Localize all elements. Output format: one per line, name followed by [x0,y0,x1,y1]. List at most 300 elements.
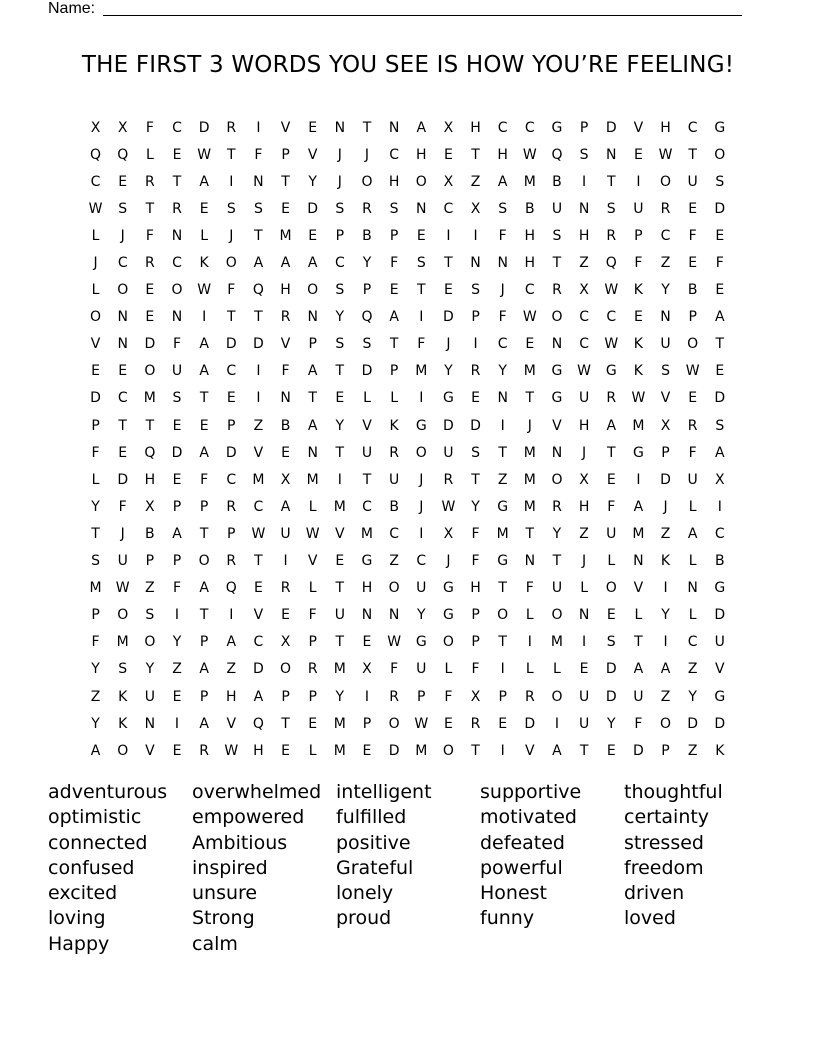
grid-letter[interactable]: T [226,309,236,326]
grid-letter[interactable]: T [525,525,535,542]
grid-letter[interactable]: Y [172,634,182,651]
grid-letter[interactable]: Q [551,146,563,163]
grid-letter[interactable]: L [634,607,643,624]
grid-letter[interactable]: X [145,498,155,515]
grid-letter[interactable]: Y [145,661,155,678]
grid-letter[interactable]: T [254,227,263,244]
grid-letter[interactable]: H [524,255,536,272]
grid-letter[interactable]: E [145,309,155,326]
grid-letter[interactable]: M [523,444,536,461]
grid-letter[interactable]: E [281,200,290,217]
grid-letter[interactable]: X [362,661,372,678]
grid-letter[interactable]: A [199,715,209,732]
grid-letter[interactable]: R [524,688,535,705]
grid-letter[interactable]: T [552,553,562,570]
grid-letter[interactable]: A [199,336,209,353]
grid-letter[interactable]: C [416,553,427,570]
grid-letter[interactable]: D [225,444,237,461]
grid-letter[interactable]: B [389,498,399,515]
grid-letter[interactable]: E [443,715,453,732]
grid-letter[interactable]: E [145,282,155,299]
grid-letter[interactable]: N [144,715,156,732]
grid-letter[interactable]: M [496,525,509,542]
grid-letter[interactable]: R [172,200,182,217]
grid-letter[interactable]: V [525,742,535,759]
grid-letter[interactable]: I [554,715,560,732]
grid-letter[interactable]: Y [91,498,100,515]
grid-letter[interactable]: O [551,309,563,326]
grid-letter[interactable]: U [117,553,128,570]
grid-letter[interactable]: F [145,119,154,136]
grid-letter[interactable]: E [199,417,209,434]
grid-letter[interactable]: R [552,498,562,515]
grid-letter[interactable]: P [471,309,480,326]
grid-letter[interactable]: N [551,444,563,461]
grid-letter[interactable]: X [443,173,454,190]
grid-letter[interactable]: C [579,309,589,326]
grid-letter[interactable]: I [283,553,288,570]
grid-letter[interactable]: Q [361,309,373,326]
grid-letter[interactable]: R [199,742,209,759]
grid-letter[interactable]: H [524,227,536,244]
grid-letter[interactable]: T [389,336,399,353]
grid-letter[interactable]: E [172,742,182,759]
grid-letter[interactable]: L [688,553,697,570]
grid-letter[interactable]: G [497,553,509,570]
grid-letter[interactable]: W [197,282,212,299]
grid-letter[interactable]: E [172,471,182,488]
grid-letter[interactable]: S [118,200,128,217]
grid-letter[interactable]: A [199,661,209,678]
grid-letter[interactable]: D [90,390,101,407]
grid-letter[interactable]: U [578,688,590,705]
grid-letter[interactable]: V [335,525,345,542]
grid-letter[interactable]: O [605,580,617,597]
grid-letter[interactable]: Y [362,255,372,272]
name-underline[interactable] [103,15,742,16]
grid-letter[interactable]: U [280,525,291,542]
grid-letter[interactable]: F [227,282,236,299]
grid-letter[interactable]: V [253,444,264,461]
grid-letter[interactable]: L [553,661,561,678]
grid-letter[interactable]: Q [144,444,156,461]
grid-letter[interactable]: P [661,444,670,461]
grid-letter[interactable]: X [280,634,291,651]
grid-letter[interactable]: M [632,417,645,434]
grid-letter[interactable]: K [389,417,399,434]
grid-letter[interactable]: F [91,444,100,461]
grid-letter[interactable]: R [389,688,399,705]
grid-letter[interactable]: C [497,119,508,136]
grid-letter[interactable]: U [660,336,671,353]
grid-letter[interactable]: E [606,742,616,759]
grid-letter[interactable]: I [500,417,505,434]
grid-letter[interactable]: I [473,227,478,244]
grid-letter[interactable]: W [88,200,103,217]
grid-letter[interactable]: M [306,471,319,488]
grid-letter[interactable]: F [471,661,480,678]
grid-letter[interactable]: A [253,688,264,705]
grid-letter[interactable]: N [334,119,346,136]
grid-letter[interactable]: T [281,173,290,190]
grid-letter[interactable]: D [388,742,400,759]
grid-letter[interactable]: E [172,688,182,705]
grid-letter[interactable]: G [415,417,427,434]
grid-letter[interactable]: H [388,173,400,190]
grid-letter[interactable]: F [254,146,263,163]
grid-letter[interactable]: F [308,607,317,624]
grid-letter[interactable]: I [256,390,261,407]
grid-letter[interactable]: E [715,363,725,380]
grid-letter[interactable]: H [226,688,237,705]
grid-letter[interactable]: V [307,553,318,570]
grid-letter[interactable]: L [580,580,588,597]
grid-letter[interactable]: C [90,173,101,190]
grid-letter[interactable]: P [199,498,209,515]
grid-letter[interactable]: U [551,200,563,217]
grid-letter[interactable]: T [226,146,236,163]
grid-letter[interactable]: O [117,282,129,299]
grid-letter[interactable]: A [497,173,508,190]
grid-letter[interactable]: H [578,417,590,434]
grid-letter[interactable]: R [144,255,155,272]
grid-letter[interactable]: E [118,173,128,190]
grid-letter[interactable]: A [172,525,182,542]
grid-letter[interactable]: Z [389,553,399,570]
grid-letter[interactable]: Q [117,146,129,163]
grid-letter[interactable]: E [715,227,725,244]
grid-letter[interactable]: E [308,227,318,244]
grid-letter[interactable]: P [471,607,480,624]
grid-letter[interactable]: Y [335,309,345,326]
grid-letter[interactable]: A [307,255,318,272]
grid-letter[interactable]: S [471,444,480,461]
grid-letter[interactable]: Y [688,688,697,705]
grid-letter[interactable]: P [172,553,182,570]
grid-letter[interactable]: D [443,417,454,434]
grid-letter[interactable]: A [199,580,209,597]
grid-letter[interactable]: D [470,417,481,434]
grid-letter[interactable]: Z [253,417,264,434]
grid-letter[interactable]: P [308,634,317,651]
grid-letter[interactable]: C [714,525,725,542]
grid-letter[interactable]: X [715,471,725,488]
grid-letter[interactable]: O [117,742,129,759]
grid-letter[interactable]: J [446,553,451,570]
grid-letter[interactable]: Z [470,173,481,190]
grid-letter[interactable]: T [471,742,480,759]
grid-letter[interactable]: T [498,444,507,461]
grid-letter[interactable]: N [660,309,671,326]
grid-letter[interactable]: P [362,715,372,732]
grid-letter[interactable]: R [470,363,481,380]
grid-letter[interactable]: O [551,471,563,488]
grid-letter[interactable]: V [307,146,318,163]
grid-letter[interactable]: W [224,742,239,759]
grid-letter[interactable]: S [145,607,155,624]
grid-letter[interactable]: Z [660,525,671,542]
grid-letter[interactable]: Z [226,661,237,678]
grid-letter[interactable]: I [256,119,261,136]
grid-letter[interactable]: F [607,498,616,515]
grid-letter[interactable]: A [633,498,644,515]
grid-letter[interactable]: O [551,607,563,624]
grid-letter[interactable]: D [225,336,237,353]
grid-letter[interactable]: Q [252,715,264,732]
grid-letter[interactable]: U [687,173,698,190]
grid-letter[interactable]: W [604,282,619,299]
grid-letter[interactable]: I [527,634,532,651]
grid-letter[interactable]: D [144,336,156,353]
grid-letter[interactable]: C [117,255,128,272]
grid-letter[interactable]: D [361,363,373,380]
grid-letter[interactable]: U [578,715,590,732]
grid-letter[interactable]: B [525,200,535,217]
grid-letter[interactable]: I [229,173,234,190]
grid-letter[interactable]: N [171,227,183,244]
grid-letter[interactable]: E [226,390,236,407]
grid-letter[interactable]: Q [252,282,264,299]
grid-letter[interactable]: D [687,715,699,732]
grid-letter[interactable]: F [390,661,399,678]
grid-letter[interactable]: O [90,309,102,326]
grid-letter[interactable]: F [417,336,426,353]
grid-letter[interactable]: G [442,607,454,624]
grid-letter[interactable]: M [116,634,129,651]
grid-letter[interactable]: T [525,390,535,407]
grid-letter[interactable]: O [307,282,319,299]
grid-letter[interactable]: H [578,498,590,515]
grid-letter[interactable]: F [200,471,209,488]
grid-letter[interactable]: T [606,173,616,190]
grid-letter[interactable]: U [171,363,183,380]
grid-letter[interactable]: Z [687,742,698,759]
grid-letter[interactable]: B [687,282,698,299]
grid-letter[interactable]: X [579,282,589,299]
grid-letter[interactable]: C [579,336,589,353]
grid-letter[interactable]: G [551,390,563,407]
grid-letter[interactable]: M [333,742,346,759]
grid-letter[interactable]: K [715,742,725,759]
grid-letter[interactable]: W [414,715,429,732]
grid-letter[interactable]: T [362,119,372,136]
grid-letter[interactable]: R [280,580,291,597]
grid-letter[interactable]: D [605,688,617,705]
grid-letter[interactable]: C [687,634,698,651]
grid-letter[interactable]: A [199,173,209,190]
grid-letter[interactable]: P [145,553,155,570]
grid-letter[interactable]: S [362,336,372,353]
grid-letter[interactable]: L [688,498,697,515]
grid-letter[interactable]: I [229,607,234,624]
grid-letter[interactable]: R [362,200,372,217]
grid-letter[interactable]: L [525,607,534,624]
grid-letter[interactable]: K [118,715,128,732]
grid-letter[interactable]: U [144,688,155,705]
grid-letter[interactable]: E [688,200,698,217]
grid-letter[interactable]: E [118,363,128,380]
grid-letter[interactable]: S [118,661,128,678]
grid-letter[interactable]: M [523,498,536,515]
grid-letter[interactable]: T [688,146,697,163]
grid-letter[interactable]: M [550,634,563,651]
grid-letter[interactable]: E [633,309,643,326]
grid-letter[interactable]: Z [687,661,698,678]
grid-letter[interactable]: I [663,580,668,597]
grid-letter[interactable]: A [307,363,318,380]
grid-letter[interactable]: T [362,471,372,488]
grid-letter[interactable]: W [604,336,619,353]
grid-letter[interactable]: J [527,417,532,434]
grid-letter[interactable]: F [145,227,154,244]
grid-letter[interactable]: W [387,634,402,651]
grid-letter[interactable]: T [335,634,345,651]
grid-letter[interactable]: P [688,309,697,326]
grid-letter[interactable]: A [552,742,562,759]
grid-letter[interactable]: M [523,363,536,380]
grid-letter[interactable]: Y [416,607,426,624]
grid-letter[interactable]: E [471,390,480,407]
grid-letter[interactable]: F [634,715,643,732]
grid-letter[interactable]: I [717,498,722,515]
grid-letter[interactable]: E [443,146,453,163]
grid-letter[interactable]: M [523,471,536,488]
grid-letter[interactable]: M [279,227,292,244]
grid-letter[interactable]: P [172,498,182,515]
grid-letter[interactable]: S [579,146,589,163]
grid-letter[interactable]: I [473,336,478,353]
grid-letter[interactable]: N [280,390,291,407]
grid-letter[interactable]: D [198,119,210,136]
grid-letter[interactable]: Y [606,715,616,732]
grid-letter[interactable]: E [443,282,453,299]
grid-letter[interactable]: C [497,336,508,353]
grid-letter[interactable]: K [633,336,643,353]
grid-letter[interactable]: A [633,661,644,678]
grid-letter[interactable]: N [524,553,536,570]
grid-letter[interactable]: T [634,634,643,651]
grid-letter[interactable]: E [688,390,698,407]
grid-letter[interactable]: H [361,580,373,597]
grid-letter[interactable]: B [715,553,725,570]
grid-letter[interactable]: O [198,553,210,570]
grid-letter[interactable]: T [715,336,725,353]
grid-letter[interactable]: M [252,471,265,488]
grid-letter[interactable]: E [688,255,698,272]
grid-letter[interactable]: V [633,119,644,136]
grid-letter[interactable]: F [498,309,507,326]
word-search-grid[interactable] [82,114,734,764]
grid-letter[interactable]: C [687,119,698,136]
grid-letter[interactable]: H [578,227,590,244]
grid-letter[interactable]: O [280,661,292,678]
grid-letter[interactable]: O [415,173,427,190]
grid-letter[interactable]: T [471,146,480,163]
grid-letter[interactable]: Z [579,255,589,272]
grid-letter[interactable]: T [579,742,589,759]
grid-letter[interactable]: O [687,336,699,353]
grid-letter[interactable]: T [335,580,345,597]
grid-letter[interactable]: P [308,688,317,705]
grid-letter[interactable]: F [688,227,697,244]
grid-letter[interactable]: T [335,444,345,461]
grid-letter[interactable]: N [578,607,590,624]
grid-letter[interactable]: F [172,580,182,597]
grid-letter[interactable]: R [687,417,698,434]
grid-letter[interactable]: G [551,119,563,136]
grid-letter[interactable]: G [714,119,726,136]
grid-letter[interactable]: E [362,742,372,759]
grid-letter[interactable]: B [552,173,562,190]
grid-letter[interactable]: B [145,525,155,542]
grid-letter[interactable]: H [497,146,508,163]
grid-letter[interactable]: W [658,146,673,163]
grid-letter[interactable]: F [471,553,480,570]
grid-letter[interactable]: F [390,255,399,272]
grid-letter[interactable]: Z [660,688,671,705]
grid-letter[interactable]: A [280,255,291,272]
grid-letter[interactable]: S [471,282,480,299]
grid-letter[interactable]: R [144,173,155,190]
grid-letter[interactable]: L [363,390,371,407]
grid-letter[interactable]: N [307,444,318,461]
grid-letter[interactable]: J [120,525,125,542]
grid-letter[interactable]: I [337,471,342,488]
grid-letter[interactable]: C [226,363,237,380]
grid-letter[interactable]: X [443,119,454,136]
grid-letter[interactable]: S [91,553,101,570]
grid-letter[interactable]: E [606,607,616,624]
grid-letter[interactable]: Z [660,255,671,272]
grid-letter[interactable]: G [714,688,726,705]
grid-letter[interactable]: I [636,471,641,488]
grid-letter[interactable]: C [606,309,617,326]
grid-letter[interactable]: C [362,498,372,515]
grid-letter[interactable]: L [145,146,154,163]
grid-letter[interactable]: P [634,227,643,244]
grid-letter[interactable]: C [660,227,671,244]
grid-letter[interactable]: E [335,553,345,570]
grid-letter[interactable]: X [579,471,589,488]
grid-letter[interactable]: G [714,580,726,597]
grid-letter[interactable]: F [471,525,480,542]
grid-letter[interactable]: I [636,173,641,190]
grid-letter[interactable]: R [307,661,318,678]
grid-letter[interactable]: U [606,525,617,542]
grid-letter[interactable]: T [254,553,263,570]
grid-letter[interactable]: F [498,227,507,244]
grid-letter[interactable]: R [226,553,237,570]
grid-letter[interactable]: H [280,282,291,299]
grid-letter[interactable]: B [362,227,372,244]
grid-letter[interactable]: R [280,309,291,326]
grid-letter[interactable]: D [171,444,183,461]
grid-letter[interactable]: N [117,309,128,326]
grid-letter[interactable]: K [633,282,643,299]
grid-letter[interactable]: J [582,444,587,461]
grid-letter[interactable]: X [470,200,481,217]
grid-letter[interactable]: T [281,715,290,732]
grid-letter[interactable]: E [389,282,399,299]
grid-letter[interactable]: S [416,255,426,272]
grid-letter[interactable]: P [661,742,670,759]
grid-letter[interactable]: S [253,200,263,217]
grid-letter[interactable]: P [281,146,290,163]
grid-letter[interactable]: N [578,200,590,217]
grid-letter[interactable]: E [199,200,209,217]
grid-letter[interactable]: L [390,390,399,407]
grid-letter[interactable]: F [91,634,100,651]
